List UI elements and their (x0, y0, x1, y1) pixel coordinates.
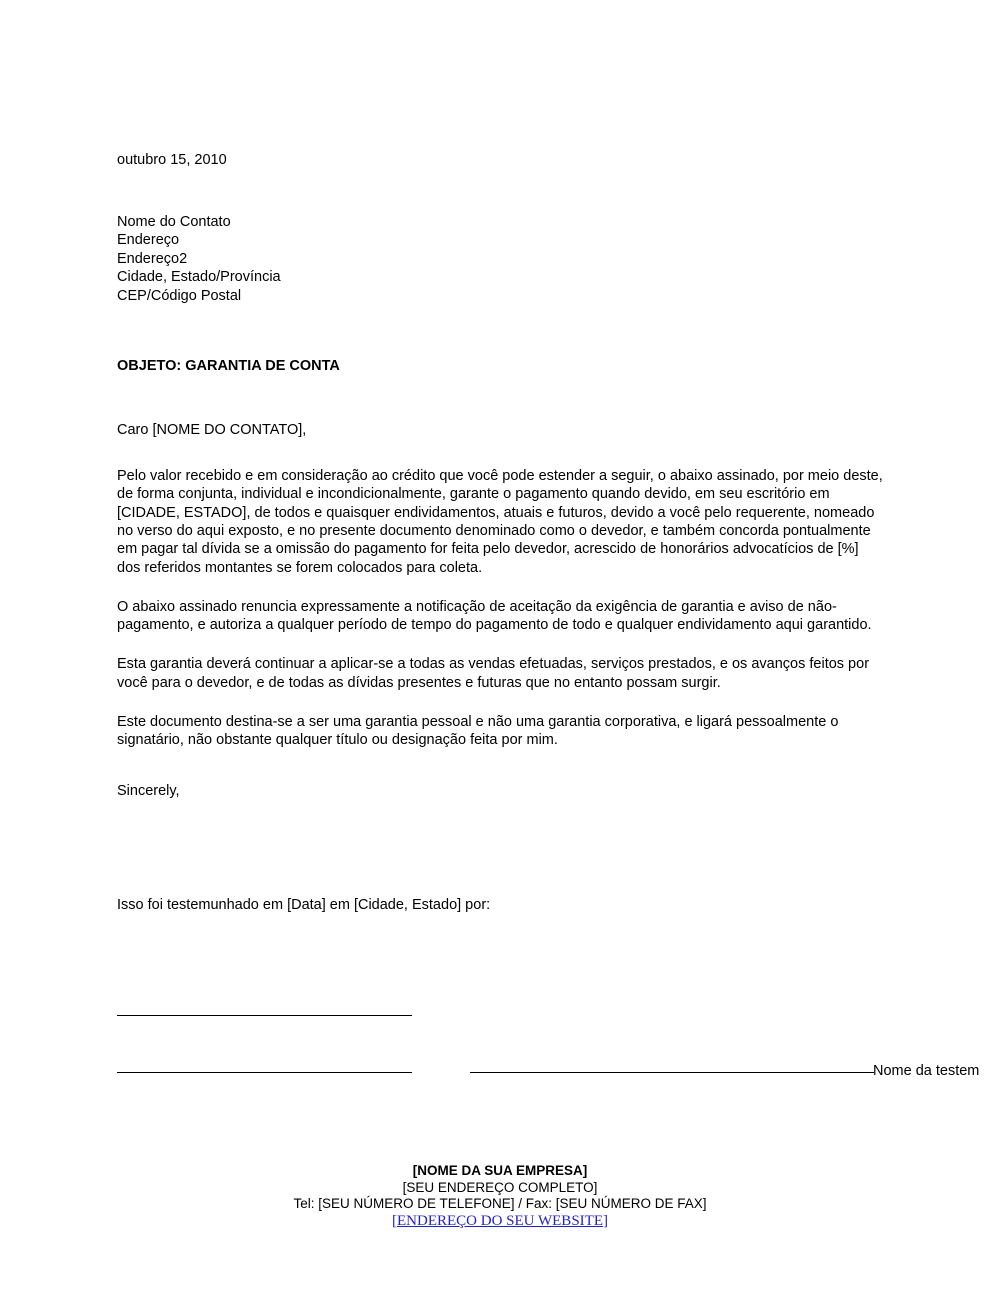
signature-line-primary (117, 1015, 412, 1016)
recipient-address-block (117, 213, 885, 305)
address-line: CEP/Código Postal (117, 287, 242, 304)
salutation: Caro [NOME DO CONTATO], (117, 422, 307, 439)
footer-company-name: [NOME DA SUA EMPRESA] (412, 1163, 588, 1178)
body-paragraph: Pelo valor recebido e em consideração ao crédito que você pode estender a seguir, o abaixo assinado, por meio deste, de forma conjunta, individual e incondicionalmente, garante o pagamento quando devido, em seu escritório em [CIDADE, ESTADO], de todos e quaisquer endividamentos, atuais e futuros, devido a você pelo requerente, nomeado no verso do aqui exposto, e no presente documento denominado como o devedor, e também concorda pontualmente em pagar tal dívida se a omissão do pagamento for feita pelo devedor, acrescido de honorários advocatícios de [%] dos referidos montantes se forem colocados para coleta. (117, 468, 883, 576)
address-line: Endereço2 (117, 250, 188, 267)
page-footer (0, 1163, 1000, 1230)
address-line: Endereço (117, 232, 180, 249)
witness-signature-line (470, 1072, 874, 1073)
subject-line: OBJETO: GARANTIA DE CONTA (117, 358, 340, 375)
body-paragraph: O abaixo assinado renuncia expressamente a notificação de aceitação da exigência de garantia e aviso de não-pagamento, e autoriza a qualquer período de tempo do pagamento de todo e qualquer endividamento aqui garantido. (117, 598, 872, 634)
signature-line-secondary (117, 1072, 412, 1073)
letter-date: outubro 15, 2010 (117, 152, 227, 168)
witness-name-label: Nome da testem (873, 1063, 980, 1079)
footer-phone-fax: Tel: [SEU NÚMERO DE TELEFONE] / Fax: [SEU NÚMERO DE FAX] (293, 1196, 707, 1211)
footer-website-link[interactable]: [ENDEREÇO DO SEU WEBSITE] (392, 1212, 608, 1229)
body-paragraph: Esta garantia deverá continuar a aplicar-se a todas as vendas efetuadas, serviços prestados, e os avanços feitos por você para o devedor, e de todas as dívidas presentes e futuras que no entanto possam surgir. (117, 656, 870, 691)
footer-address: [SEU ENDEREÇO COMPLETO] (402, 1179, 598, 1195)
witness-statement: Isso foi testemunhado em [Data] em [Cidade, Estado] por: (117, 896, 491, 913)
closing-salutation: Sincerely, (117, 782, 180, 799)
address-line: Nome do Contato (117, 214, 231, 230)
address-line: Cidade, Estado/Província (117, 269, 281, 286)
body-paragraph: Este documento destina-se a ser uma garantia pessoal e não uma garantia corporativa, e ligará pessoalmente o signatário, não obstante qualquer título ou designação feita por mim. (117, 714, 839, 749)
letter-body (117, 151, 885, 914)
